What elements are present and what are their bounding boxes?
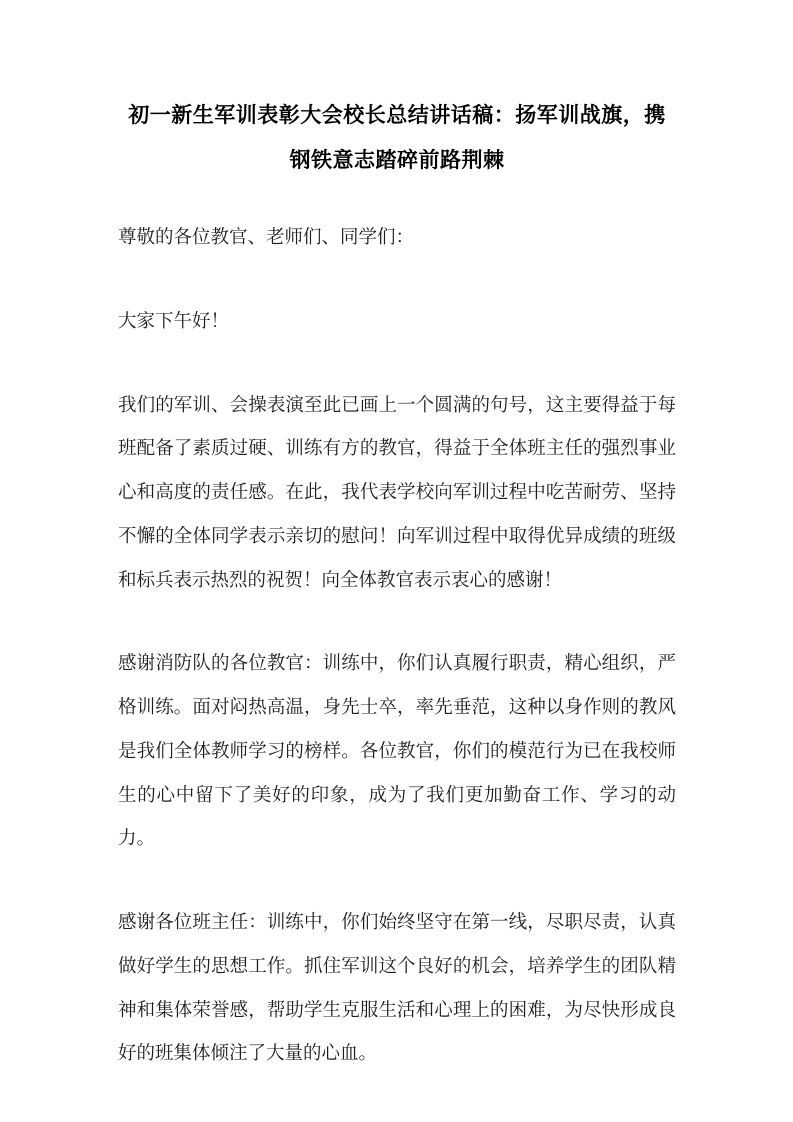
paragraph: 尊敬的各位教官、老师们、同学们： (118, 228, 415, 248)
paragraph: 大家下午好！ (118, 311, 230, 332)
page-title: 初一新生军训表彰大会校长总结讲话稿：扬军训战旗，携钢铁意志踏碎前路荆棘 (128, 104, 666, 172)
paragraph: 感谢消防队的各位教官：训练中，你们认真履行职责，精心组织，严格训练。面对闷热高温，身先士卒，率先垂范，这种以身作则的教风是我们全体教师学习的榜样。各位教官，你们的模范行为已在我校师生的心中留下了美好的印象，成为了我们更加勤奋工作、学习的动力。 (118, 654, 676, 850)
paragraph: 感谢各位班主任：训练中，你们始终坚守在第一线，尽职尽责，认真做好学生的思想工作。抓住军训这个良好的机会，培养学生的团队精神和集体荣誉感，帮助学生克服生活和心理上的困难，为尽快形成良好的班集体倾注了大量的心血。 (118, 913, 676, 1065)
document-body (118, 217, 676, 1077)
paragraph: 我们的军训、会操表演至此已画上一个圆满的句号，这主要得益于每班配备了素质过硬、训练有方的教官，得益于全体班主任的强烈事业心和高度的责任感。在此，我代表学校向军训过程中吃苦耐劳、坚持不懈的全体同学表示亲切的慰问！向军训过程中取得优异成绩的班级和标兵表示热烈的祝贺！向全体教官表示衷心的感谢！ (118, 395, 676, 591)
